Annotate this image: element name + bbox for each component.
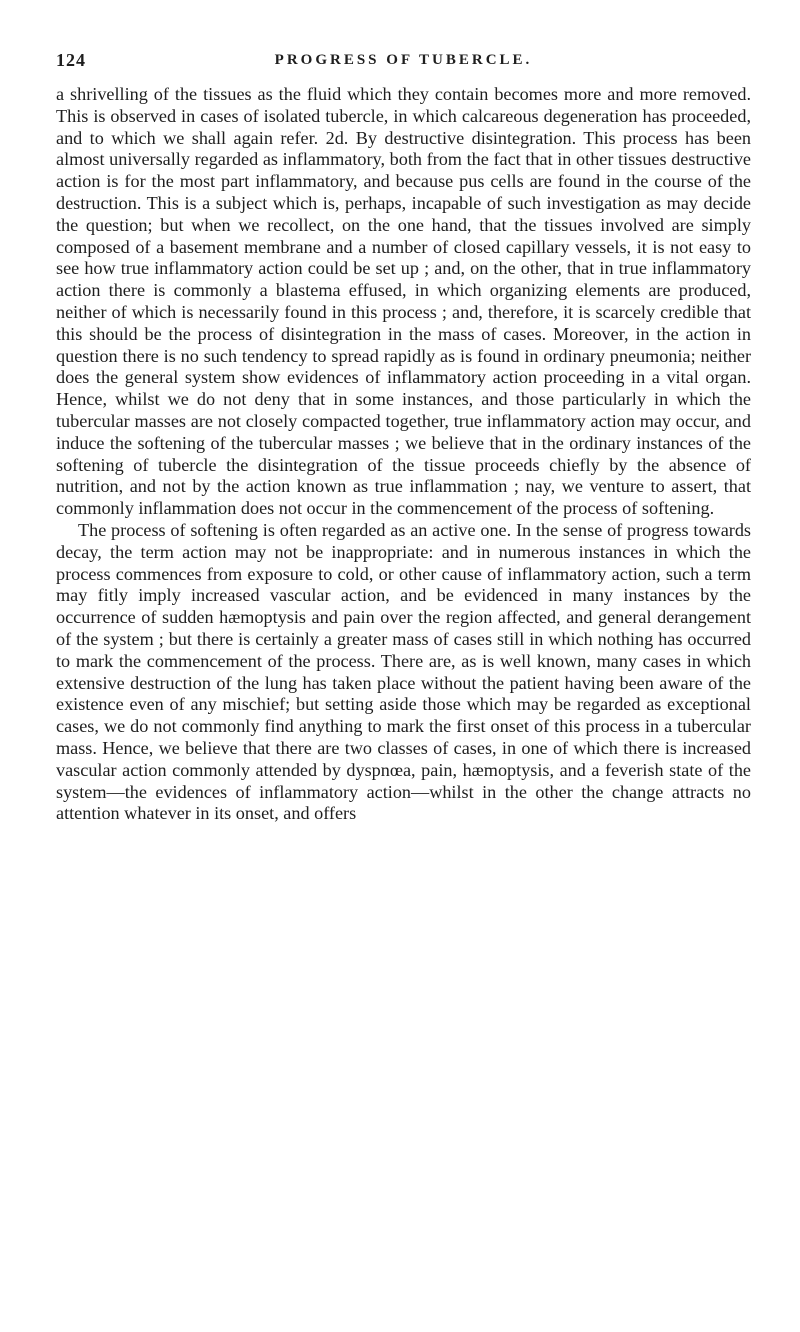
page-number: 124 — [56, 50, 86, 70]
book-page — [56, 50, 751, 825]
page-header — [56, 50, 751, 80]
paragraph: a shrivelling of the tissues as the fluid which they contain becomes more and more removed. This is observed in cases of isolated tubercle, in which calcareous degeneration has proceeded, and to which we shall again refer. 2d. By destructive disintegration. This process has been almost universally regarded as inflammatory, both from the fact that in other tissues destructive action is for the most part inflammatory, and because pus cells are found in the course of the destruction. This is a subject which is, perhaps, incapable of such investigation as may decide the question; but when we recollect, on the one hand, that the tissues involved are simply composed of a basement membrane and a number of closed capillary vessels, it is not easy to see how true inflammatory action could be set up ; and, on the other, that in true inflammatory action there is commonly a blastema effused, in which organizing elements are produced, neither of which is necessarily found in this process ; and, therefore, it is scarcely credible that this should be the process of disintegration in the mass of cases. Moreover, in the action in question there is no such tendency to spread rapidly as is found in ordinary pneumonia; neither does the general system show evidences of inflammatory action proceeding in a vital organ. Hence, whilst we do not deny that in some instances, and those particularly in which the tubercular masses are not closely compacted together, true inflammatory action may occur, and induce the softening of the tubercular masses ; we believe that in the ordinary instances of the softening of tubercle the disintegration of the tissue proceeds chiefly by the absence of nutrition, and not by the action known as true inflammation ; nay, we venture to assert, that commonly inflammation does not occur in the commencement of the process of softening. — [56, 84, 751, 519]
body-text — [56, 84, 751, 825]
paragraph: The process of softening is often regarded as an active one. In the sense of progress towards decay, the term action may not be inappropriate: and in numerous instances in which the process commences from exposure to cold, or other cause of inflammatory action, such a term may fitly imply increased vascular action, and be evidenced in many instances by the occurrence of sudden hæmoptysis and pain over the region affected, and general derangement of the system ; but there is certainly a greater mass of cases still in which nothing has occurred to mark the commencement of the process. There are, as is well known, many cases in which extensive destruction of the lung has taken place without the patient having been aware of the existence even of any mischief; but setting aside those which may be regarded as exceptional cases, we do not commonly find anything to mark the first onset of this process in a tubercular mass. Hence, we believe that there are two classes of cases, in one of which there is increased vascular action commonly attended by dyspnœa, pain, hæmoptysis, and a feverish state of the system—the evidences of inflammatory action—whilst in the other the change attracts no attention whatever in its onset, and offers — [56, 519, 751, 824]
running-head: PROGRESS OF TUBERCLE. — [274, 52, 533, 68]
